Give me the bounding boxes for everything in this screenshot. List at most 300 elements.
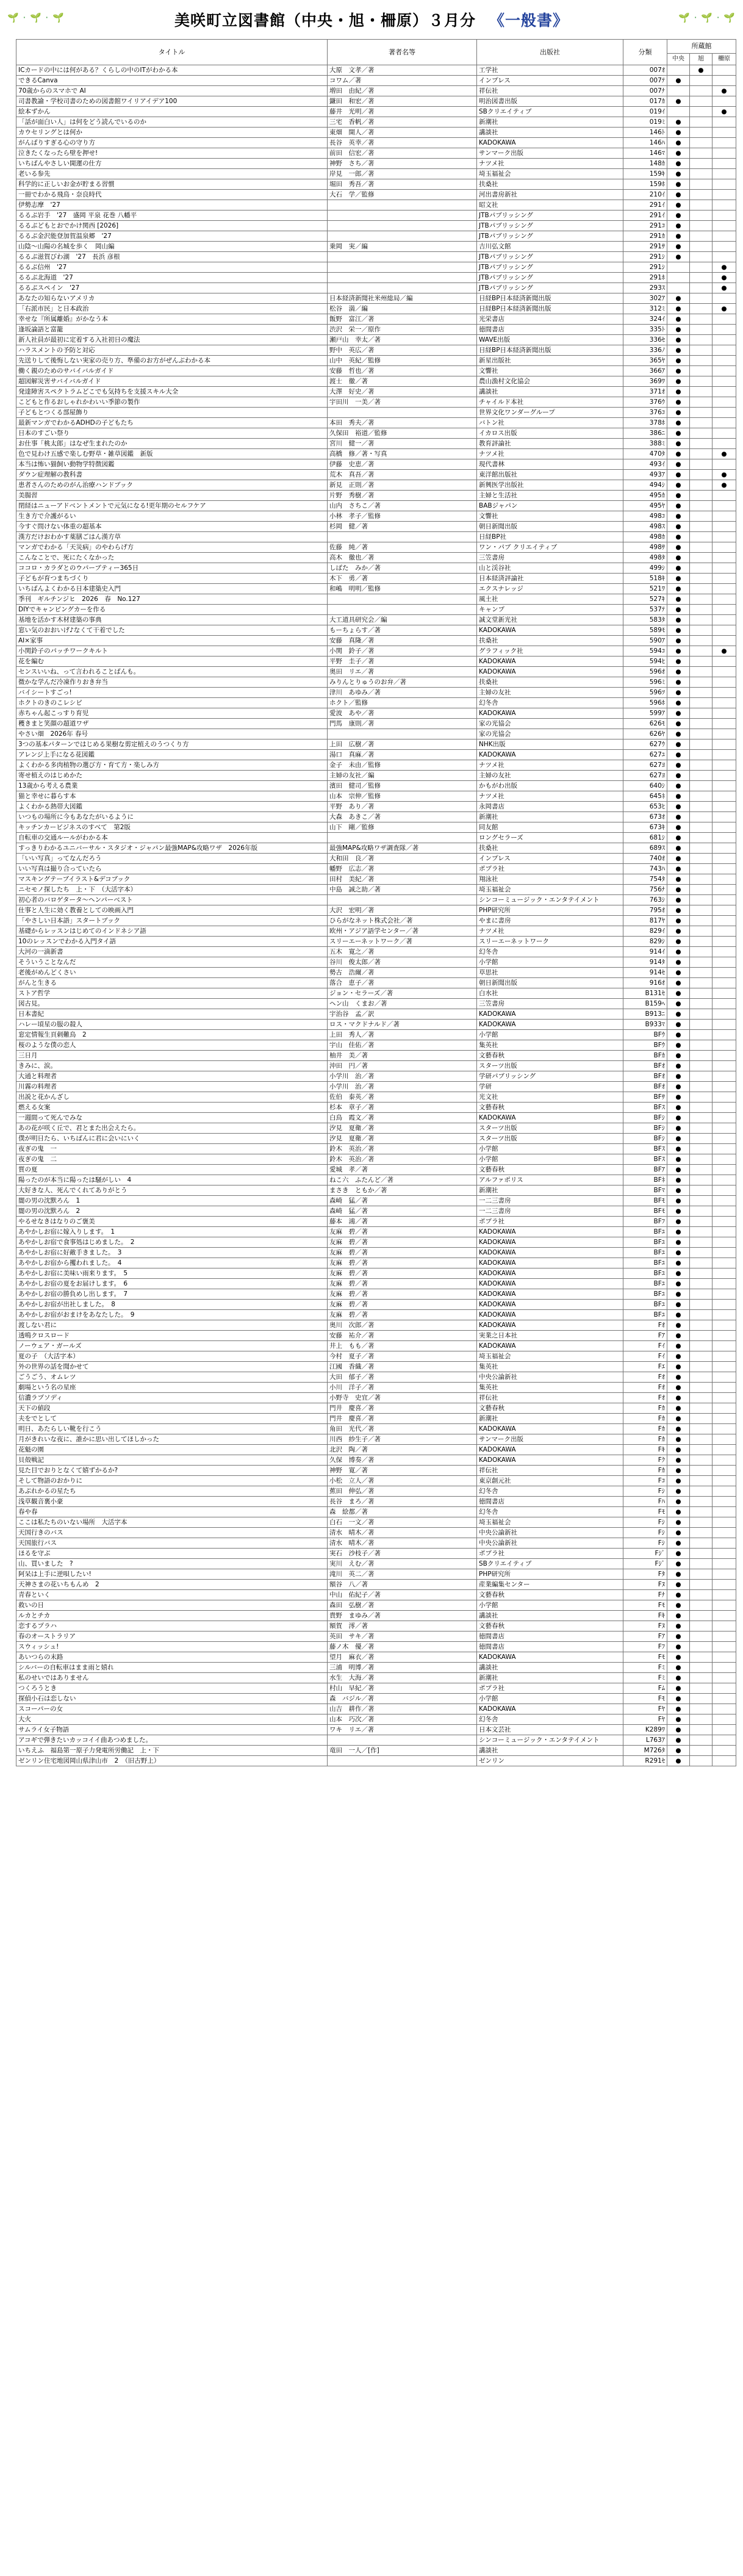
holding-asahi <box>690 148 712 159</box>
book-title: 陽ったのが本当に陽ったは騒がしい 4 <box>16 1175 328 1185</box>
holding-yanahara <box>712 1663 736 1673</box>
table-row <box>16 1445 736 1455</box>
book-author: 北沢 陶／著 <box>328 1445 477 1455</box>
book-publisher: 家の光協会 <box>477 729 623 739</box>
holding-central: ● <box>667 449 690 459</box>
holding-yanahara <box>712 1144 736 1154</box>
holding-yanahara <box>712 138 736 148</box>
book-publisher: 祥伝社 <box>477 1466 623 1476</box>
holding-central: ● <box>667 179 690 190</box>
book-class: Fﾔ <box>623 1714 667 1725</box>
holding-yanahara <box>712 1746 736 1756</box>
book-author: 小野寺 史宜／著 <box>328 1393 477 1403</box>
table-row <box>16 439 736 449</box>
book-author: 清水 晴木／著 <box>328 1528 477 1538</box>
book-publisher: 日本経済評論社 <box>477 574 623 584</box>
book-title: 渡しない君に <box>16 1320 328 1331</box>
holding-yanahara <box>712 1434 736 1445</box>
holding-yanahara <box>712 179 736 190</box>
book-class: BFﾕ <box>623 1289 667 1300</box>
table-row <box>16 335 736 345</box>
book-publisher: 扶桑社 <box>477 677 623 688</box>
holding-central <box>667 262 690 273</box>
book-title: 超図解災害サバイバルガイド <box>16 376 328 387</box>
holding-central: ● <box>667 418 690 428</box>
book-class: 324ｲ <box>623 314 667 325</box>
holding-central: ● <box>667 1642 690 1652</box>
holding-central: ● <box>667 470 690 480</box>
holding-asahi <box>690 1009 712 1020</box>
holding-central: ● <box>667 1714 690 1725</box>
book-publisher: 集英社 <box>477 1362 623 1372</box>
holding-yanahara <box>712 345 736 356</box>
book-author <box>328 1756 477 1766</box>
holding-central: ● <box>667 1175 690 1185</box>
table-row <box>16 86 736 96</box>
holding-central: ● <box>667 1683 690 1694</box>
holding-yanahara <box>712 688 736 698</box>
holding-yanahara <box>712 750 736 760</box>
holding-asahi <box>690 86 712 96</box>
book-class: 521ﾜ <box>623 584 667 594</box>
holding-asahi <box>690 1663 712 1673</box>
book-title: 逢坂論語と富籠 <box>16 325 328 335</box>
book-title: ニセモノ探したち 上・下 （大活字本） <box>16 885 328 895</box>
holding-yanahara <box>712 397 736 408</box>
holding-central: ● <box>667 1071 690 1082</box>
book-author: 藤ノ木 優／著 <box>328 1642 477 1652</box>
holding-central: ● <box>667 926 690 937</box>
holding-central: ● <box>667 719 690 729</box>
holding-yanahara <box>712 1351 736 1362</box>
holding-asahi <box>690 501 712 511</box>
column-header-class: 分類 <box>623 40 667 65</box>
book-class: 645ﾈ <box>623 791 667 802</box>
holding-asahi <box>690 750 712 760</box>
book-author: ひらがなネット株式会社／著 <box>328 916 477 926</box>
holding-asahi <box>690 1673 712 1683</box>
book-class: 653ﾋ <box>623 802 667 812</box>
book-author: 主婦の友社／編 <box>328 771 477 781</box>
holding-asahi <box>690 1528 712 1538</box>
book-author: 山下 剛／監修 <box>328 822 477 833</box>
book-author: 五木 寛之／著 <box>328 947 477 957</box>
holding-central: ● <box>667 1351 690 1362</box>
book-publisher: 新潮社 <box>477 1185 623 1196</box>
book-class: BFﾕ <box>623 1300 667 1310</box>
holding-asahi <box>690 1113 712 1123</box>
holding-yanahara <box>712 1528 736 1538</box>
table-row <box>16 605 736 615</box>
book-publisher: 文藝春秋 <box>477 1165 623 1175</box>
holding-central: ● <box>667 1103 690 1113</box>
table-row <box>16 1590 736 1600</box>
table-row <box>16 636 736 646</box>
holding-asahi <box>690 76 712 86</box>
holding-yanahara <box>712 1040 736 1051</box>
table-row <box>16 76 736 86</box>
book-class: 498ﾀ <box>623 553 667 563</box>
book-title: マスキングテーブイラスト&デコブック <box>16 874 328 885</box>
book-publisher: スターツ出版 <box>477 1061 623 1071</box>
holding-asahi <box>690 542 712 553</box>
book-class: 626ﾓ <box>623 719 667 729</box>
table-row <box>16 200 736 210</box>
table-row <box>16 1621 736 1632</box>
book-publisher: 光栄書店 <box>477 314 623 325</box>
table-row <box>16 293 736 304</box>
book-publisher: KADOKAWA <box>477 1279 623 1289</box>
book-title: 闇の男の沈默ろん 1 <box>16 1196 328 1206</box>
holding-asahi <box>690 1237 712 1248</box>
book-publisher: 小学館 <box>477 1694 623 1704</box>
book-title: 一週間って死んでみな <box>16 1113 328 1123</box>
book-class: 589ﾓ <box>623 625 667 636</box>
book-title: AI×家事 <box>16 636 328 646</box>
book-title: 明日、あたらしい靴を行こう <box>16 1424 328 1434</box>
book-class: BFｳ <box>623 1030 667 1040</box>
book-publisher: BABジャパン <box>477 501 623 511</box>
table-row <box>16 522 736 532</box>
table-row <box>16 947 736 957</box>
book-publisher: ポプラ社 <box>477 1549 623 1559</box>
holding-central <box>667 107 690 117</box>
table-row <box>16 1331 736 1341</box>
holding-asahi <box>690 1600 712 1611</box>
book-author: 渡士 徹／著 <box>328 376 477 387</box>
book-author: 津川 あゆみ／著 <box>328 688 477 698</box>
book-title: よくわかる多肉植物の選び方・育て方・楽しみ方 <box>16 760 328 771</box>
book-author: ロス・マクドナルド／著 <box>328 1020 477 1030</box>
holding-yanahara <box>712 698 736 708</box>
book-publisher: 朝日新聞出版 <box>477 522 623 532</box>
table-row <box>16 1673 736 1683</box>
table-row <box>16 750 736 760</box>
book-class: 689ｽ <box>623 843 667 854</box>
book-class: BFｶ <box>623 1051 667 1061</box>
book-publisher: KADOKAWA <box>477 1652 623 1663</box>
book-class: 594ﾋ <box>623 657 667 667</box>
book-title: 閉経はニューアドベントメントで元気になる!更年期のセルフケア <box>16 501 328 511</box>
holding-central: ● <box>667 1227 690 1237</box>
book-publisher: チャイルド本社 <box>477 397 623 408</box>
book-author: 実川 えむ／著 <box>328 1559 477 1569</box>
holding-yanahara <box>712 843 736 854</box>
book-author: 安藤 哲也／著 <box>328 366 477 376</box>
table-row <box>16 1756 736 1766</box>
holding-asahi <box>690 1154 712 1165</box>
holding-central: ● <box>667 1445 690 1455</box>
book-title: バイシートすごっ! <box>16 688 328 698</box>
book-publisher: ナツメ社 <box>477 449 623 459</box>
table-row <box>16 304 736 314</box>
holding-central: ● <box>667 1559 690 1569</box>
book-publisher: KADOKAWA <box>477 708 623 719</box>
holding-asahi <box>690 459 712 470</box>
table-row <box>16 366 736 376</box>
holding-central: ● <box>667 293 690 304</box>
table-row <box>16 96 736 107</box>
book-author: 井上 もも／著 <box>328 1341 477 1351</box>
holding-asahi <box>690 937 712 947</box>
book-publisher: 扶桑社 <box>477 636 623 646</box>
holding-yanahara <box>712 905 736 916</box>
table-row <box>16 1082 736 1092</box>
book-class: 388ﾐ <box>623 439 667 449</box>
book-title: すっきりわかるユニバーサル・スタジオ・ジャパン最強MAP&攻略ワザ 2026年版 <box>16 843 328 854</box>
holding-central: ● <box>667 646 690 657</box>
holding-central: ● <box>667 843 690 854</box>
library-title: 美咲町立図書館（中央・旭・柵原）３月分 <box>174 12 476 29</box>
book-title: ダウン症理解の教科書 <box>16 470 328 480</box>
holding-central: ● <box>667 1383 690 1393</box>
table-row <box>16 708 736 719</box>
holding-asahi <box>690 1217 712 1227</box>
book-title: こんなことで、死にたくなかった <box>16 553 328 563</box>
book-author: 小川 洋子／著 <box>328 1383 477 1393</box>
holding-central: ● <box>667 1746 690 1756</box>
holding-yanahara <box>712 532 736 542</box>
book-author: 杉岡 健／著 <box>328 522 477 532</box>
column-header-title: タイトル <box>16 40 328 65</box>
book-class: BFﾕ <box>623 1279 667 1289</box>
holding-yanahara <box>712 1497 736 1507</box>
book-publisher: ポプラ社 <box>477 1217 623 1227</box>
book-author: 門井 慶喜／著 <box>328 1414 477 1424</box>
holding-central: ● <box>667 708 690 719</box>
book-class: 494ｼ <box>623 480 667 491</box>
table-row <box>16 905 736 916</box>
table-row <box>16 345 736 356</box>
holding-asahi <box>690 584 712 594</box>
table-row <box>16 1268 736 1279</box>
holding-asahi <box>690 1704 712 1714</box>
holding-central: ● <box>667 1372 690 1383</box>
book-title: そういうことなんだ <box>16 957 328 968</box>
table-row <box>16 1746 736 1756</box>
holding-central: ● <box>667 791 690 802</box>
holding-yanahara: ● <box>712 86 736 96</box>
book-class: 495ﾔ <box>623 501 667 511</box>
holding-central: ● <box>667 501 690 511</box>
holding-yanahara: ● <box>712 262 736 273</box>
holding-asahi <box>690 128 712 138</box>
book-publisher: 新潮社 <box>477 1673 623 1683</box>
table-row <box>16 1569 736 1580</box>
holding-yanahara <box>712 1071 736 1082</box>
holding-asahi <box>690 719 712 729</box>
book-title: 桜のような僕の恋人 <box>16 1040 328 1051</box>
book-publisher: 幻冬舎 <box>477 1714 623 1725</box>
book-class: Fｶ <box>623 1434 667 1445</box>
holding-central: ● <box>667 1300 690 1310</box>
book-title: 夜ぎの鬼 一 <box>16 1144 328 1154</box>
holding-asahi <box>690 1040 712 1051</box>
holding-central: ● <box>667 511 690 522</box>
book-author <box>328 605 477 615</box>
book-title: 先送りして後悔しない実家の売り方、準備のお方がぜんぶわかる本 <box>16 356 328 366</box>
book-publisher: イカロス出版 <box>477 428 623 439</box>
book-author: 村山 早紀／著 <box>328 1683 477 1694</box>
book-class: 518ｷ <box>623 574 667 584</box>
book-class: 495ｶ <box>623 491 667 501</box>
book-class: BFﾕ <box>623 1310 667 1320</box>
book-author <box>328 594 477 605</box>
holding-asahi <box>690 1497 712 1507</box>
book-title: 働く親のためのサバイバルガイド <box>16 366 328 376</box>
book-author: 安藤 真隆／著 <box>328 636 477 646</box>
book-class: 829ｼ <box>623 937 667 947</box>
table-row <box>16 1611 736 1621</box>
table-row <box>16 325 736 335</box>
holding-central: ● <box>667 667 690 677</box>
book-title: あやかしお宿がおまけをあなたした。 9 <box>16 1310 328 1320</box>
book-class: 336ﾉ <box>623 345 667 356</box>
book-title: 3つの基本パターンではじめる果樹な剪定植えのうつくり方 <box>16 739 328 750</box>
book-publisher: かもがわ出版 <box>477 781 623 791</box>
book-author: 小関 鈴子／著 <box>328 646 477 657</box>
book-publisher: 埼玉福祉会 <box>477 885 623 895</box>
holding-yanahara <box>712 1486 736 1497</box>
book-title: 天下の値段 <box>16 1403 328 1414</box>
book-author: 久保 博奏／著 <box>328 1455 477 1466</box>
holding-yanahara <box>712 1196 736 1206</box>
book-class: B913ﾆ <box>623 1009 667 1020</box>
book-class: 754ﾀ <box>623 874 667 885</box>
holding-asahi <box>690 345 712 356</box>
holding-central: ● <box>667 729 690 739</box>
holding-yanahara <box>712 1165 736 1175</box>
book-class: 914ｾ <box>623 968 667 978</box>
table-row <box>16 1289 736 1300</box>
table-row <box>16 1559 736 1569</box>
book-title: 大河の一滴新書 <box>16 947 328 957</box>
book-title: ゼンリン住宅地図岡山県津山市 2 （旧古野上） <box>16 1756 328 1766</box>
book-class: 017ｶ <box>623 96 667 107</box>
holding-central: ● <box>667 169 690 179</box>
book-class: 210ｲ <box>623 190 667 200</box>
holding-yanahara: ● <box>712 470 736 480</box>
holding-yanahara <box>712 926 736 937</box>
holding-central: ● <box>667 957 690 968</box>
holding-central: ● <box>667 522 690 532</box>
holding-central: ● <box>667 1549 690 1559</box>
book-title: がんと生きる <box>16 978 328 988</box>
holding-asahi <box>690 895 712 905</box>
holding-asahi <box>690 905 712 916</box>
book-author: 久保田 裕道／監修 <box>328 428 477 439</box>
holding-yanahara <box>712 636 736 646</box>
book-class: 537ﾃ <box>623 605 667 615</box>
book-title: キッチンカービジネスのすべて 第2版 <box>16 822 328 833</box>
holding-asahi <box>690 387 712 397</box>
book-author: 神野 さち／著 <box>328 159 477 169</box>
book-class: 365ﾔ <box>623 356 667 366</box>
book-publisher: 文藝春秋 <box>477 1621 623 1632</box>
book-class: 312ﾐ <box>623 304 667 314</box>
book-publisher: 新潮社 <box>477 812 623 822</box>
book-title: 天神さまの花いちもんめ 2 <box>16 1580 328 1590</box>
book-class: Fｲ <box>623 1351 667 1362</box>
book-author: 片野 秀樹／著 <box>328 491 477 501</box>
book-publisher: JTBパブリッシング <box>477 262 623 273</box>
book-class: 627ﾕ <box>623 750 667 760</box>
table-row <box>16 1320 736 1331</box>
holding-yanahara <box>712 159 736 169</box>
book-class: 291ｶ <box>623 231 667 242</box>
holding-central: ● <box>667 1663 690 1673</box>
book-publisher: 翔泳社 <box>477 874 623 885</box>
book-title: 微かな学んだ冷凍作りおき弁当 <box>16 677 328 688</box>
book-author: 友麻 碧／著 <box>328 1289 477 1300</box>
holding-yanahara <box>712 1185 736 1196</box>
book-title: 自転車の交通ルールがわかる本 <box>16 833 328 843</box>
holding-yanahara <box>712 1642 736 1652</box>
holding-asahi <box>690 615 712 625</box>
book-author: 実石 沙枝子／著 <box>328 1549 477 1559</box>
book-class: BFﾕ <box>623 1268 667 1279</box>
book-author: 渋沢 栄一／原作 <box>328 325 477 335</box>
holding-central: ● <box>667 1237 690 1248</box>
book-publisher: 祥伝社 <box>477 1393 623 1403</box>
book-publisher: 日経BP日本経済新聞出版 <box>477 304 623 314</box>
holding-yanahara <box>712 252 736 262</box>
holding-asahi <box>690 1590 712 1600</box>
book-class: BFﾕ <box>623 1227 667 1237</box>
table-header-row <box>16 40 736 54</box>
holding-central: ● <box>667 1009 690 1020</box>
holding-asahi <box>690 999 712 1009</box>
book-title: 本当は怖い猫飼い動物学特徴図鑑 <box>16 459 328 470</box>
holding-central: ● <box>667 1092 690 1103</box>
holding-asahi <box>690 698 712 708</box>
holding-central: ● <box>667 677 690 688</box>
table-row <box>16 1341 736 1351</box>
holding-yanahara <box>712 1362 736 1372</box>
book-author: 堀田 秀吾／著 <box>328 179 477 190</box>
holding-asahi <box>690 957 712 968</box>
book-class: 291ｼ <box>623 252 667 262</box>
holding-asahi <box>690 179 712 190</box>
book-class: 378ﾎ <box>623 418 667 428</box>
holding-yanahara <box>712 1476 736 1486</box>
table-row <box>16 1642 736 1652</box>
holding-yanahara <box>712 96 736 107</box>
book-publisher: 同友館 <box>477 822 623 833</box>
book-title: いちばんやさしい開運の仕方 <box>16 159 328 169</box>
holding-yanahara <box>712 625 736 636</box>
book-publisher: 吉川弘文館 <box>477 242 623 252</box>
book-class: 146ﾄ <box>623 128 667 138</box>
holding-asahi <box>690 200 712 210</box>
book-title: いちばんよくわかる日本建築史入門 <box>16 584 328 594</box>
book-author: 小林 孝子／監修 <box>328 511 477 522</box>
column-header-publisher: 出版社 <box>477 40 623 65</box>
holding-central: ● <box>667 128 690 138</box>
book-class: K289ﾜ <box>623 1725 667 1735</box>
holding-central: ● <box>667 854 690 864</box>
holding-central: ● <box>667 885 690 895</box>
book-publisher: スリーエーネットワーク <box>477 937 623 947</box>
table-row <box>16 283 736 293</box>
table-row <box>16 376 736 387</box>
book-publisher: 文藝春秋 <box>477 1590 623 1600</box>
book-class: BFﾕ <box>623 1237 667 1248</box>
holding-asahi <box>690 117 712 128</box>
holding-yanahara <box>712 1580 736 1590</box>
holding-yanahara <box>712 221 736 231</box>
table-row <box>16 1466 736 1476</box>
